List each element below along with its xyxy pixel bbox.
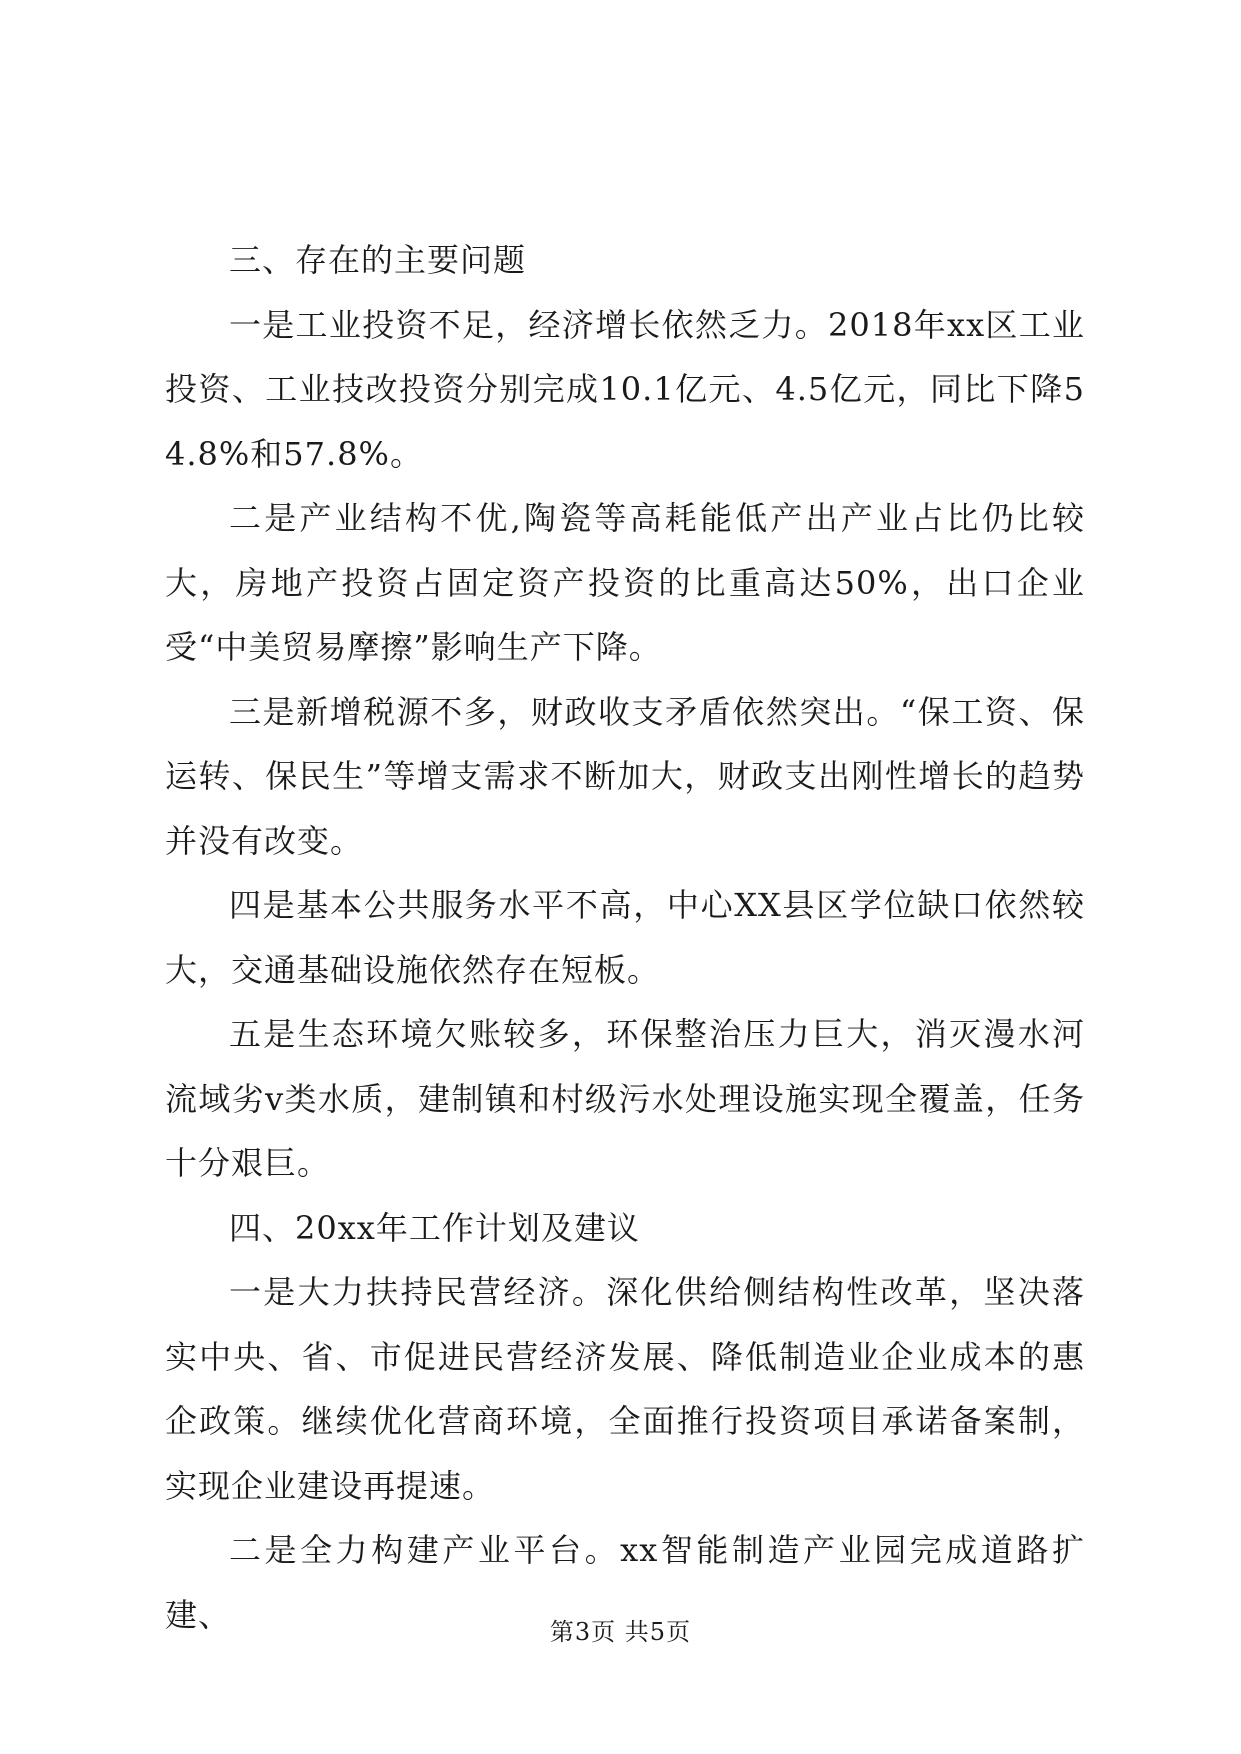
paragraph-plan-1: 一是大力扶持民营经济。深化供给侧结构性改革，坚决落实中央、省、市促进民营经济发展、降低制造业企业成本的惠企政策。继续优化营商环境，全面推行投资项目承诺备案制，实现企业建设再提速。 bbox=[165, 1273, 1085, 1505]
document-body bbox=[165, 228, 1085, 1647]
paragraph-problem-5: 五是生态环境欠账较多，环保整治压力巨大，消灭漫水河流域劣v类水质，建制镇和村级污水处理设施实现全覆盖，任务十分艰巨。 bbox=[165, 1015, 1085, 1182]
paragraph-problem-4: 四是基本公共服务水平不高，中心XX县区学位缺口依然较大，交通基础设施依然存在短板。 bbox=[165, 886, 1085, 989]
paragraph-problem-3: 三是新增税源不多，财政收支矛盾依然突出。“保工资、保运转、保民生”等增支需求不断加大，财政支出刚性增长的趋势并没有改变。 bbox=[165, 692, 1085, 860]
page-number-footer: 第3页 共5页 bbox=[549, 1618, 692, 1646]
section-heading-problems: 三、存在的主要问题 bbox=[229, 241, 527, 279]
paragraph-problem-2: 二是产业结构不优,陶瓷等高耗能低产出产业占比仍比较大，房地产投资占固定资产投资的比重高达50%，出口企业受“中美贸易摩擦”影响生产下降。 bbox=[165, 499, 1085, 666]
section-heading-plan: 四、20xx年工作计划及建议 bbox=[229, 1208, 640, 1247]
paragraph-problem-1: 一是工业投资不足，经济增长依然乏力。2018年xx区工业投资、工业技改投资分别完成10.1亿元、4.5亿元，同比下降54.8%和57.8%。 bbox=[165, 305, 1085, 473]
paragraph-plan-2: 二是全力构建产业平台。xx智能制造产业园完成道路扩建、 bbox=[165, 1531, 1085, 1634]
